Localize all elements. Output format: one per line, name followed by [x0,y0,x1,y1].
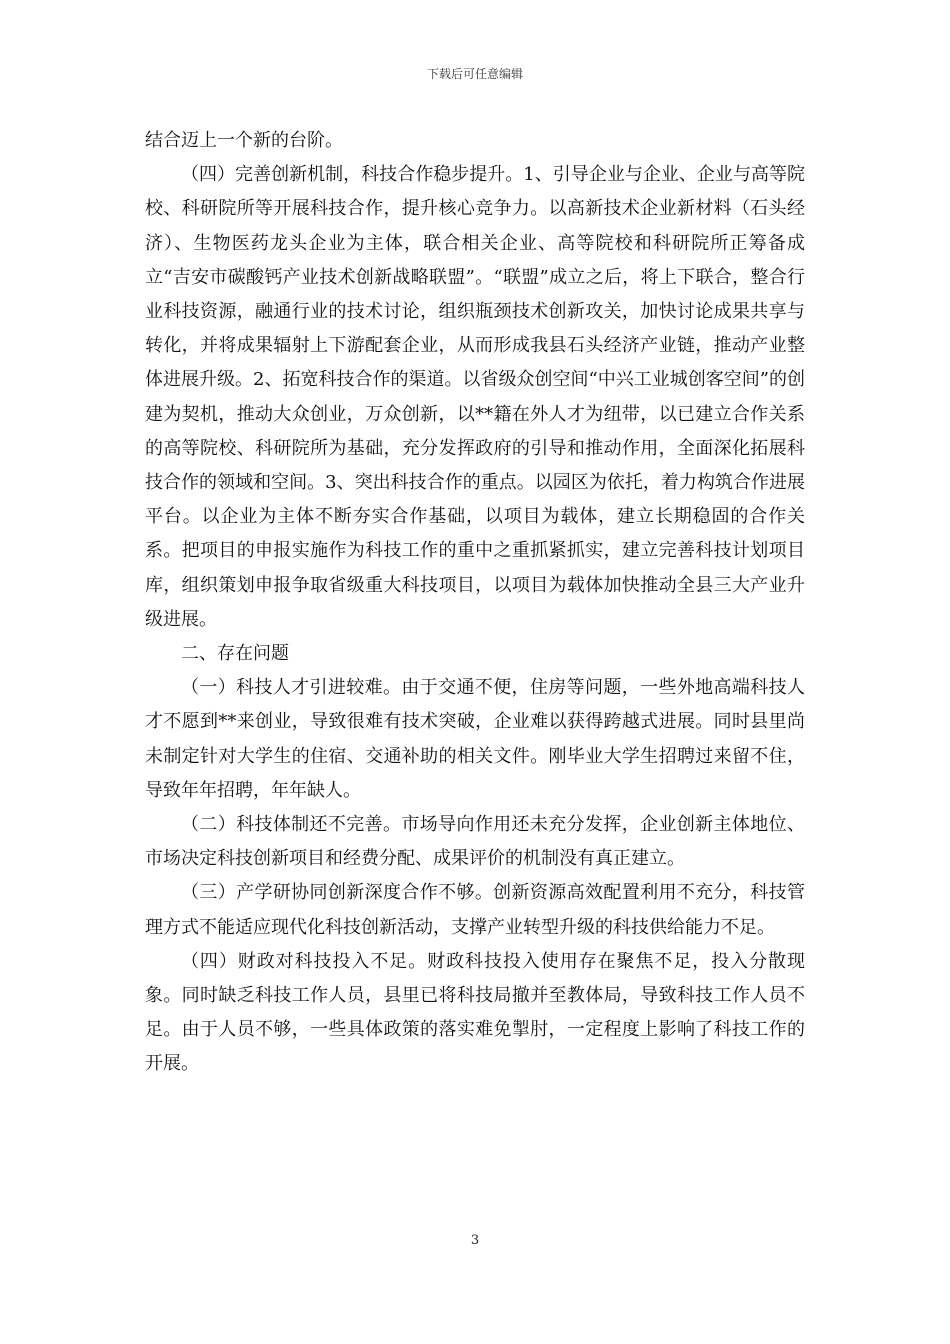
paragraph-continuation: 结合迈上一个新的台阶。 [145,130,343,151]
paragraph-innovation-mechanism: （四）完善创新机制，科技合作稳步提升。1、引导企业与企业、企业与高等院校、科研院所等开展科技合作，提升核心竞争力。以高新技术企业新材料（石头经济）、生物医药龙头企业为主体，联合相关企业、高等院校和科研院所正筹备成立“吉安市碳酸钙产业技术创新战略联盟”。“联盟”成立之后，将上下联合，整合行业科技资源，融通行业的技术讨论，组织瓶颈技术创新攻关，加快讨论成果共享与转化，并将成果辐射上下游配套企业，从而形成我县石头经济产业链，推动产业整体进展升级。2、拓宽科技合作的渠道。以省级众创空间“中兴工业城创客空间”的创建为契机，推动大众创业，万众创新，以**籍在外人才为纽带，以已建立合作关系的高等院校、科研院所为基础，充分发挥政府的引导和推动作用，全面深化拓展科技合作的领域和空间。3、突出科技合作的重点。以园区为依托，着力构筑合作进展平台。以企业为主体不断夯实合作基础，以项目为载体，建立长期稳固的合作关系。把项目的申报实施作为科技工作的重中之重抓紧抓实，建立完善科技计划项目库，组织策划申报争取省级重大科技项目，以项目为载体加快推动全县三大产业升级进展。 [145,164,805,630]
document-body [145,124,805,1082]
paragraph-industry-research-cooperation: （三）产学研协同创新深度合作不够。创新资源高效配置利用不充分，科技管理方式不能适应现代化科技创新活动，支撑产业转型升级的科技供给能力不足。 [145,882,805,938]
paragraph-talent-recruitment: （一）科技人才引进较难。由于交通不便，住房等问题，一些外地高端科技人才不愿到**来创业，导致很难有技术突破，企业难以获得跨越式进展。同时县里尚未制定针对大学生的住宿、交通补助的相关文件。刚毕业大学生招聘过来留不住，导致年年招聘，年年缺人。 [145,677,805,801]
page-header: 下载后可任意编辑 [426,67,523,81]
paragraph-tech-system: （二）科技体制还不完善。市场导向作用还未充分发挥，企业创新主体地位、市场决定科技创新项目和经费分配、成果评价的机制没有真正建立。 [145,814,805,870]
page-number: 3 [470,1233,480,1248]
section-heading-problems: 二、存在问题 [181,643,289,665]
paragraph-fiscal-investment: （四）财政对科技投入不足。财政科技投入使用存在聚焦不足，投入分散现象。同时缺乏科技工作人员，县里已将科技局撤并至教体局，导致科技工作人员不足。由于人员不够，一些具体政策的落实难免掣肘，一定程度上影响了科技工作的开展。 [145,950,805,1075]
